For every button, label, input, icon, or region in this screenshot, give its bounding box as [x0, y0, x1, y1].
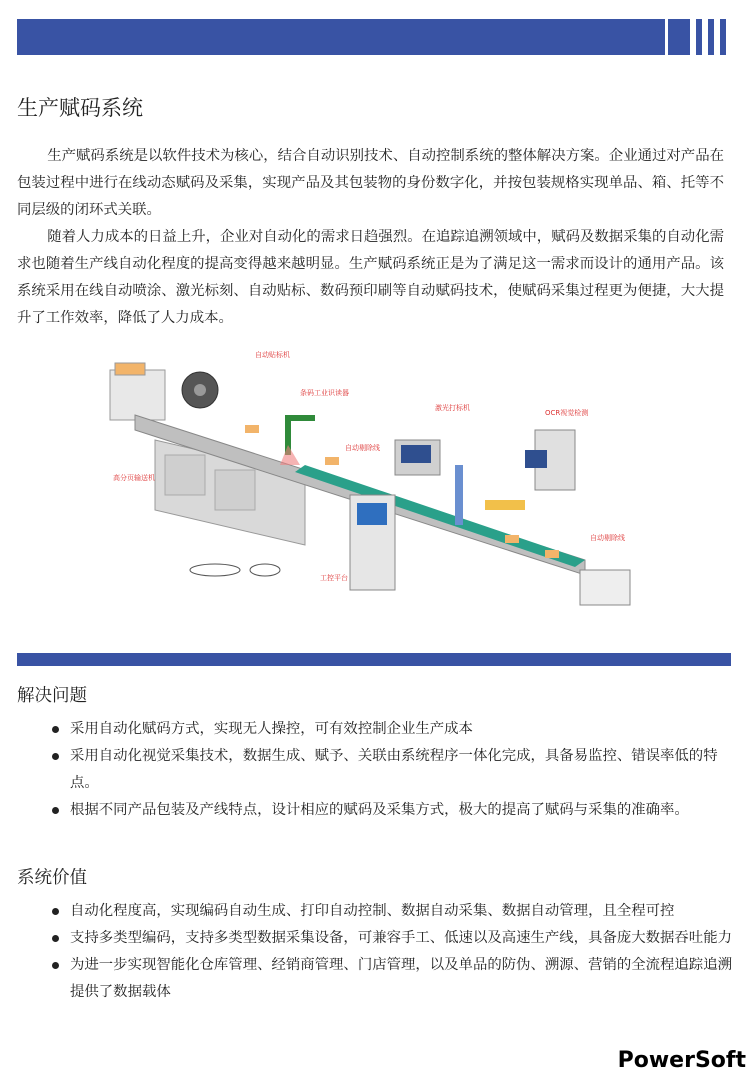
header-bar: [17, 19, 665, 55]
section-heading-value: 系统价值: [17, 868, 87, 888]
section-heading-problems: 解决问题: [17, 686, 87, 706]
figure-label: 条码工业识读器: [300, 389, 349, 397]
intro-paragraph: 随着人力成本的日益上升，企业对自动化的需求日趋强烈。在追踪追溯领域中，赋码及数据采集的自动化需求也随着生产线自动化程度的提高变得越来越明显。生产赋码系统正是为了满足这一需求而设计的通用产品。该系统采用在线自动喷涂、激光标刻、自动贴标、数码预印刷等自动赋码技术，使赋码采集过程更为便捷，大大提升了工作效率，降低了人力成本。: [17, 229, 724, 326]
header-stripes: [668, 19, 732, 55]
production-line-illustration: [105, 345, 645, 645]
list-item: 支持多类型编码，支持多类型数据采集设备，可兼容手工、低速以及高速生产线，具备庞大数据吞吐能力: [52, 925, 732, 952]
list-item: 采用自动化赋码方式，实现无人操控，可有效控制企业生产成本: [52, 716, 732, 743]
list-item: 自动化程度高，实现编码自动生成、打印自动控制、数据自动采集、数据自动管理，且全程可控: [52, 898, 732, 925]
figure-label: 高分页输送机: [113, 474, 155, 482]
figure-label: 自动贴标机: [255, 351, 290, 359]
bullet-icon: [52, 908, 59, 915]
figure-label: 自动剔除线: [590, 534, 625, 542]
value-list: [52, 898, 732, 1006]
section-divider: [17, 653, 731, 666]
figure-label: 工控平台: [320, 574, 348, 582]
figure-label: 激光打标机: [435, 404, 470, 412]
list-item: 为进一步实现智能化仓库管理、经销商管理、门店管理，以及单品的防伪、溯源、营销的全流程追踪追溯提供了数据载体: [52, 952, 732, 1006]
list-item: 采用自动化视觉采集技术，数据生成、赋予、关联由系统程序一体化完成，具备易监控、错误率低的特点。: [52, 743, 732, 797]
figure-label: OCR视觉检测: [545, 409, 589, 417]
brand-logo: PowerSoft: [617, 1048, 746, 1073]
bullet-icon: [52, 962, 59, 969]
bullet-icon: [52, 753, 59, 760]
intro-text: [17, 143, 724, 332]
list-item: 根据不同产品包装及产线特点，设计相应的赋码及采集方式，极大的提高了赋码与采集的准确率。: [52, 797, 732, 824]
bullet-icon: [52, 726, 59, 733]
intro-paragraph: 生产赋码系统是以软件技术为核心，结合自动识别技术、自动控制系统的整体解决方案。企业通过对产品在包装过程中进行在线动态赋码及采集，实现产品及其包装物的身份数字化，并按包装规格实现单品、箱、托等不同层级的闭环式关联。: [17, 148, 724, 218]
bullet-icon: [52, 807, 59, 814]
figure-label: 自动剔除线: [345, 444, 380, 452]
page-title: 生产赋码系统: [17, 96, 143, 120]
bullet-icon: [52, 935, 59, 942]
problems-list: [52, 716, 732, 824]
